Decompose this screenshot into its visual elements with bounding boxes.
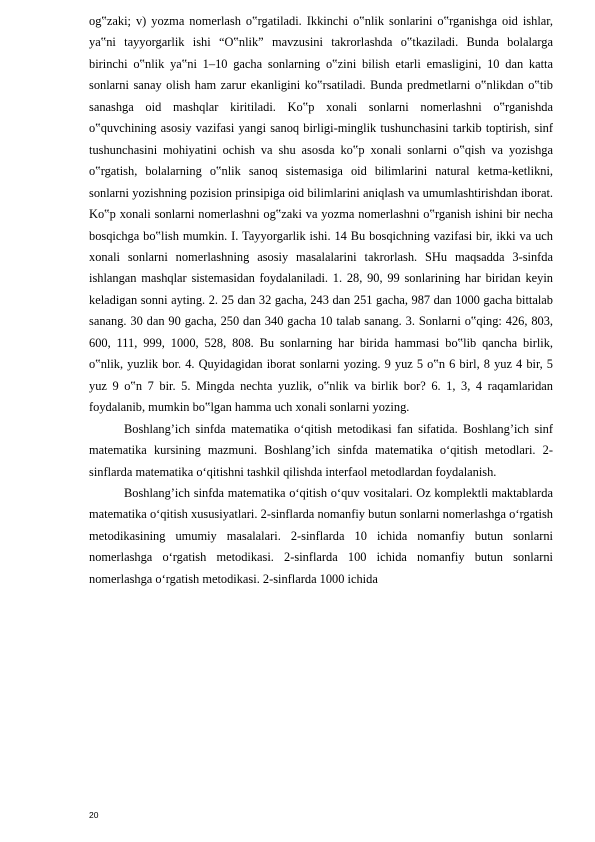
body-text	[89, 11, 553, 590]
paragraph-methodology-topics: Boshlang’ich sinfda matematika o‘qitish metodikasi fan sifatida. Boshlang’ich sinf matematika kursining mazmuni. Boshlang’ich sinfda matematika o‘qitish metodlari. 2-sinflarda matematika o‘qitishni tashkil qilishda interfaol metodlardan foydalanish.	[89, 421, 553, 479]
paragraph-teaching-tools: Boshlang’ich sinfda matematika o‘qitish o‘quv vositalari. Oz komplektli maktablarda matematika o‘qitish xususiyatlari. 2-sinflarda nomanfiy butun sonlarni nomerlashga o‘rgatish metodikasining umumiy masalalari. 2-sinflarda 10 ichida nomanfiy butun sonlarni nomerlashga o‘rgatish metodikasi. 2-sinflarda 100 ichida nomanfiy butun sonlarni nomerlashga o‘rgatish metodikasi. 2-sinflarda 1000 ichida	[89, 485, 553, 586]
page-number: 20	[89, 810, 99, 820]
paragraph-numeration-exercises: og‟zaki; v) yozma nomerlash o‟rgatiladi. Ikkinchi o‟nlik sonlarini o‟rganishga oid ishlar, ya‟ni tayyorgarlik ishi “O‟nlik” mavzusini takrorlashda o‟tkaziladi. Bunda bolalarga birinchi o‟nlik ya‟ni 1–10 gacha sonlarning o‟zini bilish etarli emasligini, 10 dan katta sonlarni sanay olish ham zarur ekanligini ko‟rsatiladi. Bunda predmetlarni o‟nlikdan o‟tib sanashga oid mashqlar kiritiladi. Ko‟p xonali sonlarni nomerlashni o‟rganishda o‟quvchining asosiy vazifasi yangi sanoq birligi-minglik tushunchasini tarkib toptirish, sinf tushunchasini mohiyatini ochish va shu asosda ko‟p xonali sonlarni o‟qish va yozishga o‟rgatish, bolalarning o‟nlik sanoq sistemasiga oid bilimlarini natural ketma-ketlikni, sonlarni yozishning pozision prinsipiga oid bilimlarini aniqlash va umumlashtirishdan iborat. Ko‟p xonali sonlarni nomerlashni og‟zaki va yozma nomerlashni o‟rganish ishini bir necha bosqichga bo‟lish mumkin. I. Tayyorgarlik ishi. 14 Bu bosqichning vazifasi bir, ikki va uch xonali sonlarni nomerlashning asosiy masalalarini takrorlash. SHu maqsadda 3-sinfda ishlangan mashqlar sistemasidan foydalaniladi. 1. 28, 90, 99 sonlarining har biridan keyin keladigan sonni ayting. 2. 25 dan 32 gacha, 243 dan 251 gacha, 987 dan 1000 gacha bittalab sanang. 30 dan 90 gacha, 250 dan 340 gacha 10 talab sanang. 3. Sonlarni o‟qing: 426, 803, 600, 111, 999, 1000, 528, 808. Bu sonlarning har birida hammasi bo‟lib qancha birlik, o‟nlik, yuzlik bor. 4. Quyidagidan iborat sonlarni yozing. 9 yuz 5 o‟n 6 birl, 8 yuz 4 bir, 5 yuz 9 o‟n 7 bir. 5. Mingda nechta yuzlik, o‟nlik va birlik bor? 6. 1, 3, 4 raqamlaridan foydalanib, mumkin bo‟lgan hamma uch xonali sonlarni yozing.	[89, 14, 553, 415]
